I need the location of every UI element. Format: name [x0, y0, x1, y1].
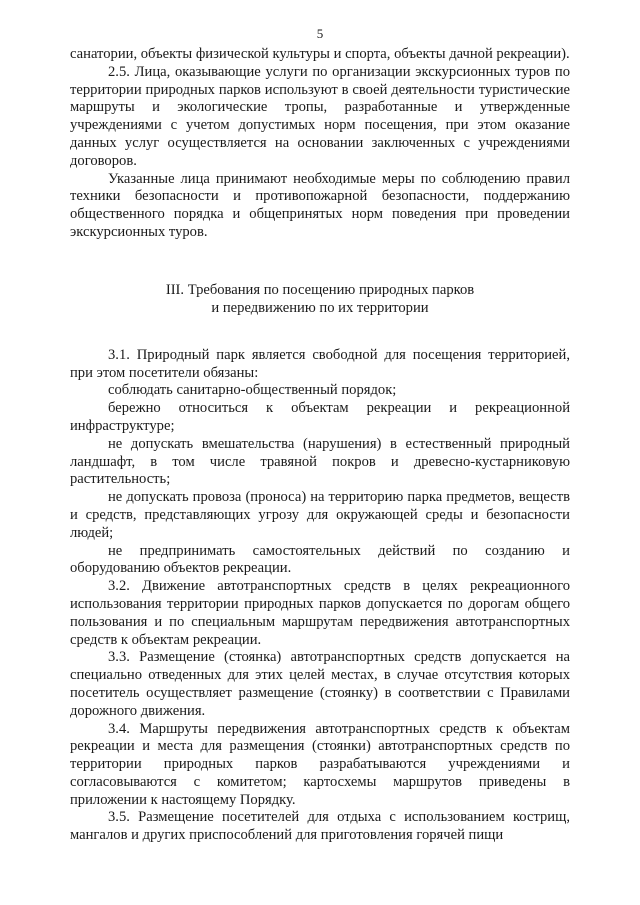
section-heading [70, 281, 570, 317]
section-heading-line-1: III. Требования по посещению природных парков [165, 281, 475, 298]
duty-item: не допускать провоза (проноса) на территорию парка предметов, веществ и средств, представляющих угрозу для окружающей среды и безопасности людей; [70, 489, 570, 541]
duty-item: не допускать вмешательства (нарушения) в естественный природный ландшафт, в том числе травяной покров и древесно-кустарниковую растительность; [70, 435, 570, 488]
duty-item: соблюдать санитарно-общественный порядок; [108, 382, 397, 399]
paragraph-continuation: санатории, объекты физической культуры и спорта, объекты дачной рекреации). [70, 46, 570, 62]
duty-item: не предпринимать самостоятельных действий по созданию и оборудованию объектов рекреации. [70, 542, 570, 577]
document-body [70, 46, 570, 845]
page-number: 5 [316, 26, 324, 41]
paragraph-2-5: 2.5. Лица, оказывающие услуги по организации экскурсионных туров по территории природных парков используют в своей деятельности туристические маршруты и экологические тропы, разработанные и утвержденные учреждениями с учетом допустимых норм посещения, при этом оказание данных услуг осуществляется на основании заключенных с учреждениями договоров. [70, 63, 570, 169]
paragraph-3-4: 3.4. Маршруты передвижения автотранспортных средств к объектам рекреации и места для размещения (стоянки) автотранспортных средств по территории природных парков разрабатываются учреждениями и согласовываются с комитетом; картосхемы маршрутов приведены в приложении к настоящему Порядку. [70, 720, 570, 808]
paragraph-safety-measures: Указанные лица принимают необходимые меры по соблюдению правил техники безопасности и противопожарной безопасности, поддержанию общественного порядка и общепринятых норм поведения при проведении экскурсионных туров. [70, 170, 570, 240]
section-heading-line-2: и передвижению по их территории [211, 299, 429, 316]
paragraph-3-1: 3.1. Природный парк является свободной для посещения территорией, при этом посетители обязаны: [70, 346, 570, 381]
paragraph-3-3: 3.3. Размещение (стоянка) автотранспортных средств допускается на специально отведенных для этих целей местах, в случае отсутствия которых посетитель осуществляет размещение (стоянку) в соответствии с Правилами дорожного движения. [70, 649, 570, 719]
duty-item: бережно относиться к объектам рекреации и рекреационной инфраструктуре; [70, 400, 570, 434]
paragraph-3-2: 3.2. Движение автотранспортных средств в целях рекреационного использования территории природных парков допускается по дорогам общего пользования и по специальным маршрутам передвижения автотранспортных средств к объектам рекреации. [70, 578, 570, 648]
paragraph-3-5: 3.5. Размещение посетителей для отдыха с использованием кострищ, мангалов и других приспособлений для приготовления горячей пищи [70, 809, 570, 844]
